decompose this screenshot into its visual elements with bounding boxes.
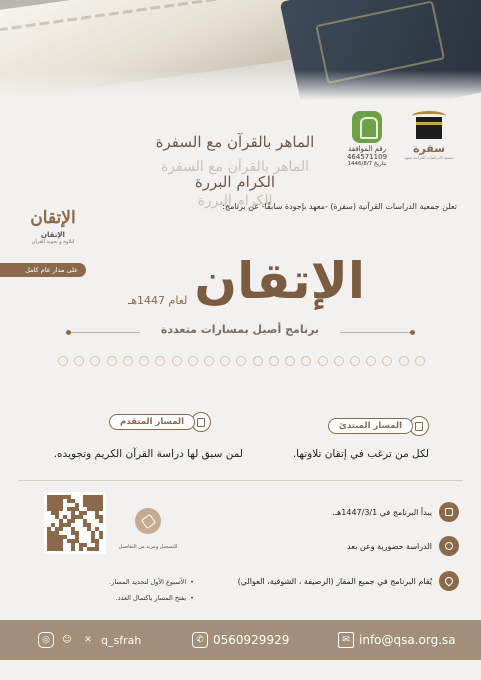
x-icon: ✕ — [84, 635, 92, 645]
info-text: يبدأ البرنامج في 1447/3/1هـ. — [332, 507, 432, 517]
divider-dot — [410, 330, 415, 335]
qr-code[interactable] — [44, 492, 106, 554]
social-handle-text: q_sfrah — [101, 633, 142, 647]
calendar-icon — [439, 502, 459, 522]
phone-icon: ✆ — [192, 632, 208, 648]
safra-sub: جمعية الدراسات القرآنية معهد — [404, 155, 454, 160]
registration-text: للتسجيل ومزيد من التفاصيل — [118, 544, 178, 550]
location-icon — [439, 571, 459, 591]
bottom-band — [0, 660, 481, 680]
social-handle[interactable] — [38, 632, 141, 648]
calligraphy-verse: الماهر بالقرآن مع السفرة الكرام البررة — [155, 133, 315, 191]
email-address[interactable] — [338, 632, 456, 648]
track-advanced-label: المسار المتقدم — [109, 414, 195, 430]
email-text: info@qsa.org.sa — [359, 633, 456, 647]
itqan-mark: الإتقان — [30, 208, 76, 228]
note-item: • الأسبوع الأول لتحديد المسار. — [44, 578, 194, 586]
kaaba-icon — [412, 111, 446, 141]
info-study-mode — [347, 536, 459, 556]
email-icon: ✉ — [338, 632, 354, 648]
announcement-text: تعلن جمعية الدراسات القرآنية (سفرة) -معهد بإجودة سابقًا- عن برنامج: — [222, 202, 457, 211]
track-beginner — [328, 416, 429, 436]
divider-dot — [66, 330, 71, 335]
track-advanced — [109, 412, 211, 432]
calligraphy-shadow: الماهر بالقرآن مع السفرة الكرام البررة — [160, 159, 310, 209]
program-year: لعام 1447هـ — [128, 294, 188, 307]
people-icon — [439, 536, 459, 556]
instagram-icon: ◎ — [38, 632, 54, 648]
ministry-emblem-icon — [352, 111, 382, 143]
section-divider — [18, 480, 463, 481]
info-start-date — [332, 502, 459, 522]
phone-text: 0560929929 — [213, 633, 290, 647]
phone-number[interactable] — [192, 632, 289, 648]
hero-image — [0, 0, 481, 100]
year-badge: على مدار عام كامل — [0, 263, 86, 277]
qr-pattern — [47, 495, 103, 551]
approval-logo — [341, 111, 393, 167]
footer-bar — [0, 620, 481, 660]
itqan-name: الإتقان — [41, 231, 65, 239]
approval-date: بتاريخ 1446/8/7 — [347, 161, 387, 167]
approval-label: رقم الموافقة — [348, 145, 386, 153]
pen-icon — [135, 508, 161, 534]
info-text: الدراسة حضورية وعن بعد — [347, 541, 432, 551]
track-advanced-desc: لمن سبق لها دراسة القرآن الكريم وتجويده. — [53, 448, 243, 460]
safra-name: سفرة — [412, 142, 446, 155]
snapchat-icon: ☺ — [62, 635, 72, 645]
divider-line — [340, 332, 412, 333]
track-beginner-desc: لكل من ترغب في إتقان تلاوتها. — [292, 448, 429, 460]
itqan-tagline: لتلاوة و تجويد القرآن — [31, 239, 75, 245]
info-locations — [238, 571, 459, 591]
track-beginner-label: المسار المبتدئ — [328, 418, 413, 434]
info-text: يُقام البرنامج في جميع المقار (الرصيفة ، الشوقية، العوالي) — [237, 576, 432, 586]
safra-logo — [399, 111, 459, 176]
program-subtitle: برنامج أصيل بمسارات متعددة — [160, 323, 320, 336]
approval-number: 464571109 — [346, 153, 388, 161]
notes-list — [44, 578, 194, 610]
note-item: • يفتح المسار باكتمال العدد. — [44, 594, 194, 602]
itqan-logo — [28, 205, 78, 245]
ornament-pattern — [58, 354, 425, 368]
program-title: الإتقان — [194, 252, 365, 310]
